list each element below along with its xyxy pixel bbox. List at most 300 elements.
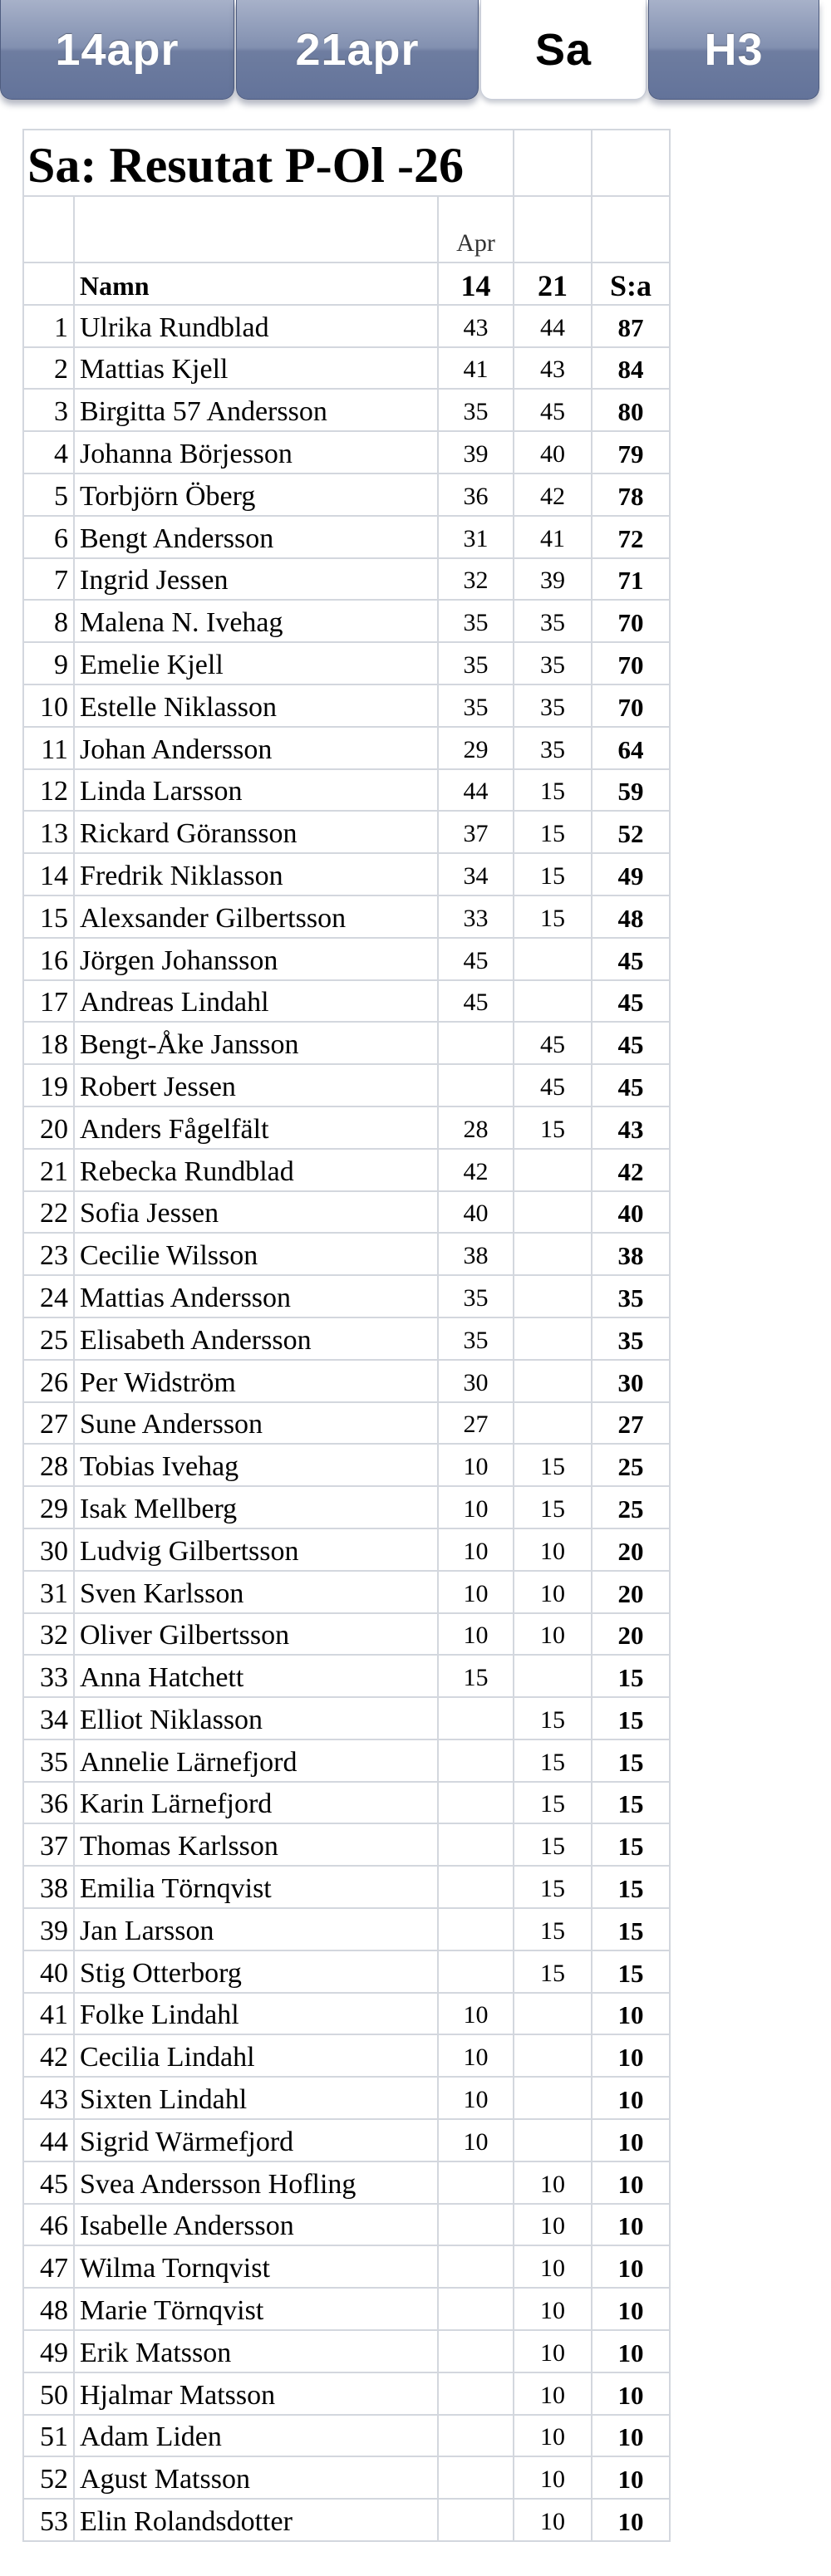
score-total-cell[interactable]: 42 — [592, 1149, 670, 1191]
participant-name-cell[interactable]: Anders Fågelfält — [74, 1106, 438, 1149]
score-14apr-cell[interactable]: 35 — [438, 389, 514, 431]
table-row — [23, 1191, 670, 1234]
score-total-cell[interactable]: 15 — [592, 1823, 670, 1866]
score-total-cell[interactable]: 15 — [592, 1782, 670, 1824]
header-name[interactable]: Namn — [74, 263, 438, 305]
participant-name-cell[interactable]: Emelie Kjell — [74, 642, 438, 684]
score-total-cell[interactable]: 10 — [592, 1993, 670, 2035]
score-14apr-cell[interactable]: 10 — [438, 2077, 514, 2119]
participant-name-cell[interactable]: Emilia Törnqvist — [74, 1866, 438, 1908]
score-total-cell[interactable]: 30 — [592, 1360, 670, 1402]
score-total-cell[interactable]: 25 — [592, 1444, 670, 1486]
row-number-cell[interactable]: 24 — [23, 1275, 74, 1317]
empty-cell[interactable] — [74, 196, 438, 263]
score-21apr-cell[interactable]: 15 — [514, 1950, 592, 1993]
score-21apr-cell[interactable]: 10 — [514, 2245, 592, 2288]
score-14apr-cell[interactable]: 33 — [438, 895, 514, 938]
score-total-cell[interactable]: 20 — [592, 1528, 670, 1571]
row-number-cell[interactable]: 25 — [23, 1317, 74, 1360]
participant-name-cell[interactable]: Svea Andersson Hofling — [74, 2161, 438, 2204]
score-total-cell[interactable]: 10 — [592, 2330, 670, 2372]
score-14apr-cell[interactable]: 36 — [438, 473, 514, 516]
score-total-cell[interactable]: 10 — [592, 2456, 670, 2499]
participant-name-cell[interactable]: Adam Liden — [74, 2415, 438, 2457]
table-row — [23, 1402, 670, 1445]
score-total-cell[interactable]: 48 — [592, 895, 670, 938]
score-14apr-cell[interactable]: 38 — [438, 1233, 514, 1275]
score-14apr-cell[interactable]: 44 — [438, 769, 514, 812]
score-21apr-cell[interactable] — [514, 1360, 592, 1402]
score-21apr-cell[interactable] — [514, 1275, 592, 1317]
participant-name-cell[interactable]: Elliot Niklasson — [74, 1697, 438, 1739]
row-number-cell[interactable]: 37 — [23, 1823, 74, 1866]
score-21apr-cell[interactable]: 35 — [514, 642, 592, 684]
score-21apr-cell[interactable]: 15 — [514, 1444, 592, 1486]
empty-cell[interactable] — [592, 196, 670, 263]
score-14apr-cell[interactable] — [438, 1866, 514, 1908]
row-number-cell[interactable]: 48 — [23, 2288, 74, 2330]
row-number-cell[interactable]: 52 — [23, 2456, 74, 2499]
participant-name-cell[interactable]: Sven Karlsson — [74, 1571, 438, 1613]
score-21apr-cell[interactable]: 35 — [514, 684, 592, 727]
participant-name-cell[interactable]: Cecilia Lindahl — [74, 2034, 438, 2077]
participant-name-cell[interactable]: Mattias Andersson — [74, 1275, 438, 1317]
score-total-cell[interactable]: 15 — [592, 1739, 670, 1782]
row-number-cell[interactable]: 50 — [23, 2372, 74, 2415]
score-14apr-cell[interactable]: 31 — [438, 516, 514, 558]
score-total-cell[interactable]: 10 — [592, 2372, 670, 2415]
participant-name-cell[interactable]: Folke Lindahl — [74, 1993, 438, 2035]
score-total-cell[interactable]: 49 — [592, 853, 670, 895]
score-total-cell[interactable]: 43 — [592, 1106, 670, 1149]
row-number-cell[interactable]: 30 — [23, 1528, 74, 1571]
participant-name-cell[interactable]: Sigrid Wärmefjord — [74, 2119, 438, 2161]
row-number-cell[interactable]: 40 — [23, 1950, 74, 1993]
score-14apr-cell[interactable]: 10 — [438, 2119, 514, 2161]
score-21apr-cell[interactable] — [514, 1317, 592, 1360]
participant-name-cell[interactable]: Andreas Lindahl — [74, 980, 438, 1023]
row-number-cell[interactable]: 21 — [23, 1149, 74, 1191]
participant-name-cell[interactable]: Torbjörn Öberg — [74, 473, 438, 516]
score-total-cell[interactable]: 45 — [592, 1022, 670, 1064]
participant-name-cell[interactable]: Mattias Kjell — [74, 347, 438, 390]
score-21apr-cell[interactable] — [514, 2034, 592, 2077]
score-total-cell[interactable]: 10 — [592, 2415, 670, 2457]
participant-name-cell[interactable]: Johan Andersson — [74, 727, 438, 769]
score-total-cell[interactable]: 10 — [592, 2034, 670, 2077]
score-21apr-cell[interactable]: 10 — [514, 1528, 592, 1571]
score-total-cell[interactable]: 10 — [592, 2288, 670, 2330]
score-total-cell[interactable]: 20 — [592, 1571, 670, 1613]
row-number-cell[interactable]: 23 — [23, 1233, 74, 1275]
score-21apr-cell[interactable]: 15 — [514, 769, 592, 812]
score-total-cell[interactable]: 10 — [592, 2077, 670, 2119]
score-21apr-cell[interactable]: 35 — [514, 727, 592, 769]
row-number-cell[interactable]: 22 — [23, 1191, 74, 1234]
score-21apr-cell[interactable]: 15 — [514, 1823, 592, 1866]
participant-name-cell[interactable]: Sixten Lindahl — [74, 2077, 438, 2119]
row-number-cell[interactable]: 20 — [23, 1106, 74, 1149]
score-21apr-cell[interactable]: 45 — [514, 1064, 592, 1106]
participant-name-cell[interactable]: Malena N. Ivehag — [74, 600, 438, 642]
participant-name-cell[interactable]: Cecilie Wilsson — [74, 1233, 438, 1275]
score-total-cell[interactable]: 10 — [592, 2119, 670, 2161]
score-14apr-cell[interactable]: 10 — [438, 1528, 514, 1571]
score-total-cell[interactable]: 10 — [592, 2161, 670, 2204]
score-total-cell[interactable]: 70 — [592, 642, 670, 684]
tab-h3[interactable]: H3 — [648, 0, 819, 100]
row-number-cell[interactable]: 33 — [23, 1655, 74, 1697]
row-number-cell[interactable]: 36 — [23, 1782, 74, 1824]
participant-name-cell[interactable]: Hjalmar Matsson — [74, 2372, 438, 2415]
row-number-cell[interactable]: 12 — [23, 769, 74, 812]
score-21apr-cell[interactable] — [514, 1655, 592, 1697]
score-total-cell[interactable]: 15 — [592, 1950, 670, 1993]
score-total-cell[interactable]: 79 — [592, 431, 670, 473]
row-number-cell[interactable]: 39 — [23, 1908, 74, 1950]
score-total-cell[interactable]: 20 — [592, 1613, 670, 1656]
score-total-cell[interactable]: 10 — [592, 2499, 670, 2541]
score-14apr-cell[interactable]: 39 — [438, 431, 514, 473]
participant-name-cell[interactable]: Sofia Jessen — [74, 1191, 438, 1234]
score-21apr-cell[interactable]: 15 — [514, 1106, 592, 1149]
participant-name-cell[interactable]: Karin Lärnefjord — [74, 1782, 438, 1824]
score-14apr-cell[interactable] — [438, 2330, 514, 2372]
score-21apr-cell[interactable]: 15 — [514, 1908, 592, 1950]
score-14apr-cell[interactable] — [438, 2161, 514, 2204]
score-21apr-cell[interactable]: 10 — [514, 1571, 592, 1613]
table-row — [23, 1993, 670, 2035]
score-14apr-cell[interactable]: 30 — [438, 1360, 514, 1402]
score-total-cell[interactable]: 78 — [592, 473, 670, 516]
row-number-cell[interactable]: 18 — [23, 1022, 74, 1064]
score-total-cell[interactable]: 70 — [592, 600, 670, 642]
score-14apr-cell[interactable]: 41 — [438, 347, 514, 390]
score-total-cell[interactable]: 80 — [592, 389, 670, 431]
score-total-cell[interactable]: 10 — [592, 2204, 670, 2246]
score-14apr-cell[interactable] — [438, 1739, 514, 1782]
score-21apr-cell[interactable]: 10 — [514, 2330, 592, 2372]
participant-name-cell[interactable]: Tobias Ivehag — [74, 1444, 438, 1486]
score-14apr-cell[interactable] — [438, 1064, 514, 1106]
score-21apr-cell[interactable]: 10 — [514, 2499, 592, 2541]
row-number-cell[interactable]: 9 — [23, 642, 74, 684]
row-number-cell[interactable]: 28 — [23, 1444, 74, 1486]
table-row — [23, 389, 670, 431]
score-14apr-cell[interactable] — [438, 1782, 514, 1824]
participant-name-cell[interactable]: Ulrika Rundblad — [74, 305, 438, 347]
row-number-cell[interactable]: 44 — [23, 2119, 74, 2161]
row-number-cell[interactable]: 2 — [23, 347, 74, 390]
row-number-cell[interactable]: 51 — [23, 2415, 74, 2457]
participant-name-cell[interactable]: Erik Matsson — [74, 2330, 438, 2372]
row-number-cell[interactable]: 43 — [23, 2077, 74, 2119]
participant-name-cell[interactable]: Elisabeth Andersson — [74, 1317, 438, 1360]
empty-cell[interactable] — [592, 130, 670, 196]
score-14apr-cell[interactable] — [438, 1823, 514, 1866]
participant-name-cell[interactable]: Ludvig Gilbertsson — [74, 1528, 438, 1571]
score-21apr-cell[interactable]: 15 — [514, 853, 592, 895]
score-21apr-cell[interactable]: 15 — [514, 1782, 592, 1824]
score-14apr-cell[interactable] — [438, 1697, 514, 1739]
row-number-cell[interactable]: 14 — [23, 853, 74, 895]
score-21apr-cell[interactable]: 40 — [514, 431, 592, 473]
row-number-cell[interactable]: 11 — [23, 727, 74, 769]
participant-name-cell[interactable]: Jörgen Johansson — [74, 938, 438, 980]
row-number-cell[interactable]: 42 — [23, 2034, 74, 2077]
score-total-cell[interactable]: 25 — [592, 1486, 670, 1528]
row-number-cell[interactable]: 7 — [23, 558, 74, 601]
table-row — [23, 558, 670, 601]
score-14apr-cell[interactable] — [438, 2245, 514, 2288]
month-label[interactable]: Apr — [438, 196, 514, 263]
table-row — [23, 2204, 670, 2246]
score-14apr-cell[interactable]: 10 — [438, 1486, 514, 1528]
score-14apr-cell[interactable]: 37 — [438, 811, 514, 853]
score-14apr-cell[interactable]: 15 — [438, 1655, 514, 1697]
participant-name-cell[interactable]: Per Widström — [74, 1360, 438, 1402]
score-21apr-cell[interactable]: 41 — [514, 516, 592, 558]
score-21apr-cell[interactable] — [514, 2119, 592, 2161]
row-number-cell[interactable]: 15 — [23, 895, 74, 938]
score-14apr-cell[interactable] — [438, 1950, 514, 1993]
participant-name-cell[interactable]: Sune Andersson — [74, 1402, 438, 1445]
score-21apr-cell[interactable]: 45 — [514, 1022, 592, 1064]
score-21apr-cell[interactable]: 44 — [514, 305, 592, 347]
row-number-cell[interactable]: 19 — [23, 1064, 74, 1106]
score-total-cell[interactable]: 59 — [592, 769, 670, 812]
score-total-cell[interactable]: 15 — [592, 1697, 670, 1739]
participant-name-cell[interactable]: Marie Törnqvist — [74, 2288, 438, 2330]
row-number-cell[interactable]: 13 — [23, 811, 74, 853]
score-total-cell[interactable]: 70 — [592, 684, 670, 727]
participant-name-cell[interactable]: Oliver Gilbertsson — [74, 1613, 438, 1656]
participant-name-cell[interactable]: Fredrik Niklasson — [74, 853, 438, 895]
score-21apr-cell[interactable] — [514, 938, 592, 980]
participant-name-cell[interactable]: Anna Hatchett — [74, 1655, 438, 1697]
score-21apr-cell[interactable]: 10 — [514, 2415, 592, 2457]
score-total-cell[interactable]: 45 — [592, 1064, 670, 1106]
tab-21apr[interactable]: 21apr — [236, 0, 479, 100]
header-14[interactable]: 14 — [438, 263, 514, 305]
score-14apr-cell[interactable] — [438, 2456, 514, 2499]
score-total-cell[interactable]: 45 — [592, 980, 670, 1023]
score-21apr-cell[interactable]: 15 — [514, 1697, 592, 1739]
score-total-cell[interactable]: 64 — [592, 727, 670, 769]
score-total-cell[interactable]: 27 — [592, 1402, 670, 1445]
score-21apr-cell[interactable]: 10 — [514, 2288, 592, 2330]
table-row — [23, 938, 670, 980]
participant-name-cell[interactable]: Johanna Börjesson — [74, 431, 438, 473]
participant-name-cell[interactable]: Linda Larsson — [74, 769, 438, 812]
table-row — [23, 895, 670, 938]
participant-name-cell[interactable]: Wilma Tornqvist — [74, 2245, 438, 2288]
row-number-cell[interactable]: 35 — [23, 1739, 74, 1782]
tab-sa[interactable]: Sa — [480, 0, 647, 100]
tab-14apr[interactable]: 14apr — [0, 0, 234, 100]
table-row — [23, 2372, 670, 2415]
participant-name-cell[interactable]: Agust Matsson — [74, 2456, 438, 2499]
participant-name-cell[interactable]: Alexsander Gilbertsson — [74, 895, 438, 938]
participant-name-cell[interactable]: Stig Otterborg — [74, 1950, 438, 1993]
score-14apr-cell[interactable]: 10 — [438, 1571, 514, 1613]
score-total-cell[interactable]: 71 — [592, 558, 670, 601]
score-14apr-cell[interactable]: 28 — [438, 1106, 514, 1149]
row-number-cell[interactable]: 49 — [23, 2330, 74, 2372]
table-row — [23, 811, 670, 853]
score-21apr-cell[interactable]: 39 — [514, 558, 592, 601]
score-21apr-cell[interactable]: 10 — [514, 2161, 592, 2204]
score-14apr-cell[interactable]: 35 — [438, 1275, 514, 1317]
row-number-cell[interactable]: 38 — [23, 1866, 74, 1908]
table-row — [23, 305, 670, 347]
sheet-title: Sa: Resutat P-Ol -26 — [23, 130, 514, 196]
score-14apr-cell[interactable]: 29 — [438, 727, 514, 769]
participant-name-cell[interactable]: Jan Larsson — [74, 1908, 438, 1950]
score-14apr-cell[interactable]: 27 — [438, 1402, 514, 1445]
score-21apr-cell[interactable] — [514, 1191, 592, 1234]
participant-name-cell[interactable]: Birgitta 57 Andersson — [74, 389, 438, 431]
score-21apr-cell[interactable]: 45 — [514, 389, 592, 431]
header-nr[interactable] — [23, 263, 74, 305]
score-21apr-cell[interactable]: 15 — [514, 1486, 592, 1528]
participant-name-cell[interactable]: Bengt-Åke Jansson — [74, 1022, 438, 1064]
empty-cell[interactable] — [23, 196, 74, 263]
table-row — [23, 2119, 670, 2161]
participant-name-cell[interactable]: Rickard Göransson — [74, 811, 438, 853]
row-number-cell[interactable]: 5 — [23, 473, 74, 516]
row-number-cell[interactable]: 47 — [23, 2245, 74, 2288]
score-14apr-cell[interactable]: 35 — [438, 642, 514, 684]
score-21apr-cell[interactable] — [514, 1149, 592, 1191]
row-number-cell[interactable]: 6 — [23, 516, 74, 558]
row-number-cell[interactable]: 8 — [23, 600, 74, 642]
score-14apr-cell[interactable]: 10 — [438, 1613, 514, 1656]
score-14apr-cell[interactable] — [438, 1022, 514, 1064]
score-total-cell[interactable]: 72 — [592, 516, 670, 558]
score-21apr-cell[interactable]: 43 — [514, 347, 592, 390]
score-21apr-cell[interactable] — [514, 1233, 592, 1275]
score-14apr-cell[interactable]: 42 — [438, 1149, 514, 1191]
score-total-cell[interactable]: 15 — [592, 1655, 670, 1697]
score-14apr-cell[interactable] — [438, 2372, 514, 2415]
score-21apr-cell[interactable] — [514, 1402, 592, 1445]
score-14apr-cell[interactable]: 43 — [438, 305, 514, 347]
row-number-cell[interactable]: 31 — [23, 1571, 74, 1613]
row-number-cell[interactable]: 45 — [23, 2161, 74, 2204]
row-number-cell[interactable]: 26 — [23, 1360, 74, 1402]
score-14apr-cell[interactable] — [438, 2204, 514, 2246]
score-14apr-cell[interactable]: 45 — [438, 980, 514, 1023]
score-21apr-cell[interactable]: 15 — [514, 811, 592, 853]
score-14apr-cell[interactable]: 45 — [438, 938, 514, 980]
score-14apr-cell[interactable] — [438, 2415, 514, 2457]
score-21apr-cell[interactable]: 10 — [514, 1613, 592, 1656]
score-14apr-cell[interactable] — [438, 2499, 514, 2541]
score-14apr-cell[interactable]: 10 — [438, 1444, 514, 1486]
table-row — [23, 1866, 670, 1908]
table-row — [23, 2456, 670, 2499]
score-14apr-cell[interactable] — [438, 1908, 514, 1950]
score-14apr-cell[interactable] — [438, 2288, 514, 2330]
score-total-cell[interactable]: 38 — [592, 1233, 670, 1275]
score-14apr-cell[interactable]: 10 — [438, 1993, 514, 2035]
header-sum[interactable]: S:a — [592, 263, 670, 305]
table-row — [23, 2034, 670, 2077]
score-21apr-cell[interactable]: 15 — [514, 1866, 592, 1908]
score-21apr-cell[interactable] — [514, 2077, 592, 2119]
row-number-cell[interactable]: 17 — [23, 980, 74, 1023]
row-number-cell[interactable]: 53 — [23, 2499, 74, 2541]
score-total-cell[interactable]: 87 — [592, 305, 670, 347]
score-21apr-cell[interactable] — [514, 1993, 592, 2035]
score-21apr-cell[interactable]: 15 — [514, 1739, 592, 1782]
participant-name-cell[interactable]: Elin Rolandsdotter — [74, 2499, 438, 2541]
participant-name-cell[interactable]: Ingrid Jessen — [74, 558, 438, 601]
table-row — [23, 2499, 670, 2541]
score-total-cell[interactable]: 35 — [592, 1275, 670, 1317]
participant-name-cell[interactable]: Isak Mellberg — [74, 1486, 438, 1528]
score-total-cell[interactable]: 10 — [592, 2245, 670, 2288]
score-total-cell[interactable]: 45 — [592, 938, 670, 980]
score-21apr-cell[interactable]: 35 — [514, 600, 592, 642]
score-21apr-cell[interactable]: 15 — [514, 895, 592, 938]
empty-cell[interactable] — [514, 196, 592, 263]
score-total-cell[interactable]: 35 — [592, 1317, 670, 1360]
participant-name-cell[interactable]: Estelle Niklasson — [74, 684, 438, 727]
participant-name-cell[interactable]: Robert Jessen — [74, 1064, 438, 1106]
empty-cell[interactable] — [514, 130, 592, 196]
row-number-cell[interactable]: 32 — [23, 1613, 74, 1656]
score-21apr-cell[interactable]: 10 — [514, 2372, 592, 2415]
row-number-cell[interactable]: 46 — [23, 2204, 74, 2246]
row-number-cell[interactable]: 3 — [23, 389, 74, 431]
score-14apr-cell[interactable]: 35 — [438, 684, 514, 727]
row-number-cell[interactable]: 29 — [23, 1486, 74, 1528]
score-total-cell[interactable]: 15 — [592, 1908, 670, 1950]
row-number-cell[interactable]: 4 — [23, 431, 74, 473]
participant-name-cell[interactable]: Thomas Karlsson — [74, 1823, 438, 1866]
row-number-cell[interactable]: 16 — [23, 938, 74, 980]
row-number-cell[interactable]: 10 — [23, 684, 74, 727]
score-total-cell[interactable]: 15 — [592, 1866, 670, 1908]
score-21apr-cell[interactable] — [514, 980, 592, 1023]
score-21apr-cell[interactable]: 10 — [514, 2204, 592, 2246]
row-number-cell[interactable]: 27 — [23, 1402, 74, 1445]
score-14apr-cell[interactable]: 32 — [438, 558, 514, 601]
score-total-cell[interactable]: 40 — [592, 1191, 670, 1234]
score-21apr-cell[interactable]: 10 — [514, 2456, 592, 2499]
score-total-cell[interactable]: 52 — [592, 811, 670, 853]
score-14apr-cell[interactable]: 35 — [438, 600, 514, 642]
table-row — [23, 1571, 670, 1613]
score-total-cell[interactable]: 84 — [592, 347, 670, 390]
score-21apr-cell[interactable]: 42 — [514, 473, 592, 516]
score-14apr-cell[interactable]: 40 — [438, 1191, 514, 1234]
participant-name-cell[interactable]: Rebecka Rundblad — [74, 1149, 438, 1191]
row-number-cell[interactable]: 41 — [23, 1993, 74, 2035]
score-14apr-cell[interactable]: 34 — [438, 853, 514, 895]
score-14apr-cell[interactable]: 10 — [438, 2034, 514, 2077]
table-row — [23, 1613, 670, 1656]
header-21[interactable]: 21 — [514, 263, 592, 305]
participant-name-cell[interactable]: Annelie Lärnefjord — [74, 1739, 438, 1782]
participant-name-cell[interactable]: Isabelle Andersson — [74, 2204, 438, 2246]
participant-name-cell[interactable]: Bengt Andersson — [74, 516, 438, 558]
row-number-cell[interactable]: 1 — [23, 305, 74, 347]
row-number-cell[interactable]: 34 — [23, 1697, 74, 1739]
score-14apr-cell[interactable]: 35 — [438, 1317, 514, 1360]
